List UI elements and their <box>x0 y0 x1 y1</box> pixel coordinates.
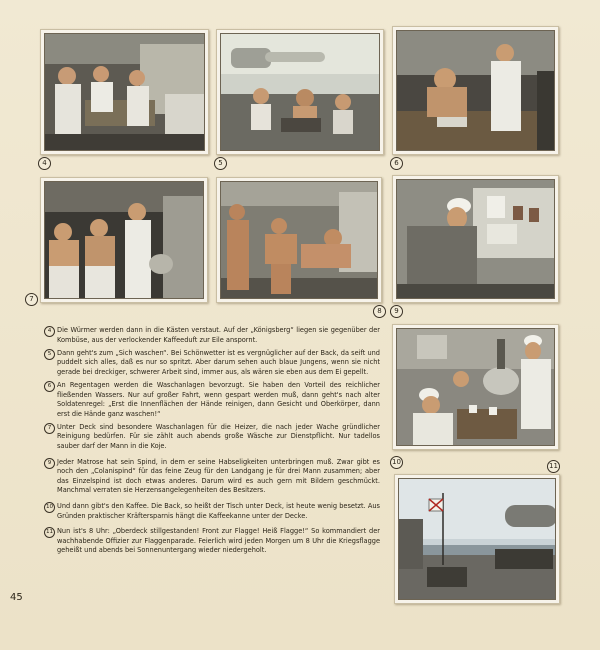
paragraph-number: 4 <box>44 326 55 337</box>
paragraph-text: Die Würmer werden dann in die Kästen verstaut. Auf der „Königsberg“ liegen sie gegenüber der Kombüse, aus der verlockender Kaffeeduft zur Eile anspornt. <box>57 326 380 344</box>
paragraph-6 <box>44 381 380 419</box>
flag-parade-illustration <box>399 479 556 600</box>
coffee-illustration <box>397 329 555 446</box>
paragraph-text: Nun ist's 8 Uhr: „Oberdeck stillgestanden! Front zur Flagge! Heiß Flagge!“ So kommandiert der wachhabende Offizier zur Flaggenparade. Feierlich wird jeden Morgen um 8 Uhr die Kriegsflagge geheißt und abends bei Sonnenuntergang wieder niedergeholt. <box>57 527 380 555</box>
paragraph-4 <box>44 326 380 345</box>
paragraph-number: 7 <box>44 423 55 434</box>
photo-number-11: 11 <box>547 460 560 473</box>
paragraph-number: 10 <box>44 502 55 513</box>
paragraph-text: Dann geht's zum „Sich waschen“. Bei Schönwetter ist es vergnüglicher auf der Back, da seift und puddelt sich alles, daß es nur so spritzt. Aber darum sehen auch blaue Jungens, wenn sie nicht gerade bei dreckiger, schwerer Arbeit sind, immer aus, als wären sie eben aus dem Ei gepellt. <box>57 348 380 376</box>
paragraph-10 <box>44 502 380 521</box>
paragraph-number: 11 <box>44 527 55 538</box>
stokers-illustration <box>221 182 378 299</box>
paragraph-number: 9 <box>44 458 55 469</box>
paragraph-5 <box>44 349 380 378</box>
photo-number-8: 8 <box>373 305 386 318</box>
photo-number-7: 7 <box>25 293 38 306</box>
photo-9-locker <box>392 175 559 303</box>
paragraph-9 <box>44 458 380 496</box>
washing-close-illustration <box>397 31 555 151</box>
photo-7-washroom <box>40 177 208 303</box>
photo-10-coffee <box>392 324 559 450</box>
galley-illustration <box>45 34 205 151</box>
paragraph-number: 6 <box>44 381 55 392</box>
photo-11-flag-parade <box>394 474 560 604</box>
deck-washing-illustration <box>221 34 380 151</box>
photo-number-9: 9 <box>390 305 403 318</box>
paragraph-text: Und dann gibt's den Kaffee. Die Back, so heißt der Tisch unter Deck, ist heute wenig besetzt. Aus Gründen praktischer Kräftersparnis hängt die Kaffeekanne unter der Decke. <box>57 502 380 520</box>
paragraph-7 <box>44 423 380 452</box>
paragraph-text: Unter Deck sind besondere Waschanlagen für die Heizer, die nach jeder Wache gründlicher Reinigung bedürfen. Für sie zählt auch abends große Wäsche zur Dienstpflicht. Nur tadellos sauber darf der Mann in die Koje. <box>57 422 380 451</box>
caption-text-block <box>44 326 380 559</box>
page-number: 45 <box>10 592 23 603</box>
photo-6-washing-close <box>392 26 559 155</box>
washroom-illustration <box>45 182 204 299</box>
photo-4-galley <box>40 29 209 155</box>
photo-number-5: 5 <box>214 157 227 170</box>
paragraph-text: Jeder Matrose hat sein Spind, in dem er seine Habseligkeiten unterbringen muß. Zwar gibt es noch den „Colanispind“ für das feine Zeug für den Landgang je für drei Mann zusammen; aber das Einzelspind ist doch etwas anderes. Darum wird es auch gern mit Bildern geschmückt. Manchmal verraten sie Herzensangelegenheiten des Besitzers. <box>57 457 380 495</box>
locker-illustration <box>397 180 555 299</box>
photo-5-washing-on-deck <box>216 29 384 155</box>
photo-number-6: 6 <box>390 157 403 170</box>
paragraph-number: 5 <box>44 349 55 360</box>
paragraph-text: An Regentagen werden die Waschanlagen bevorzugt. Sie haben den Vorteil des reichlicher fließenden Wassers. Nur auf großer Fahrt, wenn gespart werden muß, dann geht's nach alter Soldatenregel: „Erst die Innenflächen der Hände reinigen, dann Gesicht und Oberkörper, dann erst die Hände ganz waschen!“ <box>57 380 380 418</box>
photo-8-stokers-washroom <box>216 177 382 303</box>
photo-number-4: 4 <box>38 157 51 170</box>
photo-number-10: 10 <box>390 456 403 469</box>
paragraph-11 <box>44 527 380 556</box>
